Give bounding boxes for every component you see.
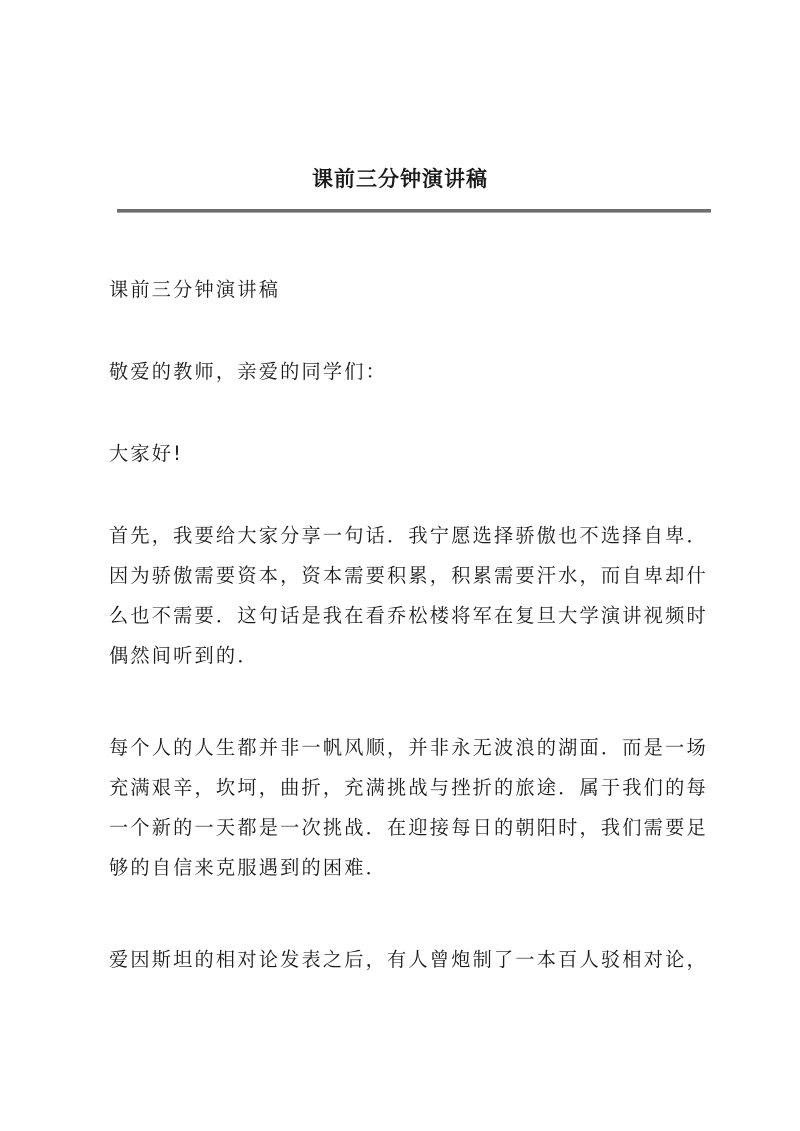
text-line: 首先，我要给大家分享一句话．我宁愿选择骄傲也不选择自卑．	[109, 524, 708, 547]
body-heading	[109, 270, 714, 310]
text-line: 敬爱的教师，亲爱的同学们：	[109, 360, 388, 383]
text-line: 因为骄傲需要资本，资本需要积累，积累需要汗水，而自卑却什	[109, 564, 708, 587]
greeting-paragraph	[109, 434, 714, 474]
text-line: 一个新的一天都是一次挑战．在迎接每日的朝阳时，我们需要足	[109, 816, 708, 839]
paragraph-1	[109, 516, 714, 676]
text-line: 每个人的人生都并非一帆风顺，并非永无波浪的湖面．而是一场	[109, 736, 708, 759]
title-underline-rule	[117, 209, 711, 213]
document-title: 课前三分钟演讲稿	[312, 166, 488, 191]
text-line: 够的自信来克服遇到的困难．	[109, 856, 388, 879]
text-line: 偶然间听到的．	[109, 644, 259, 667]
text-line: 课前三分钟演讲稿	[109, 278, 281, 301]
text-line: 爱因斯坦的相对论发表之后，有人曾炮制了一本百人驳相对论，	[109, 948, 708, 971]
paragraph-2	[109, 728, 714, 888]
salutation-paragraph	[109, 352, 714, 392]
text-line: 么也不需要．这句话是我在看乔松楼将军在复旦大学演讲视频时	[109, 604, 708, 627]
paragraph-3	[109, 940, 714, 980]
text-line: 大家好!	[109, 442, 184, 465]
text-line: 充满艰辛，坎坷，曲折，充满挑战与挫折的旅途．属于我们的每	[109, 776, 708, 799]
